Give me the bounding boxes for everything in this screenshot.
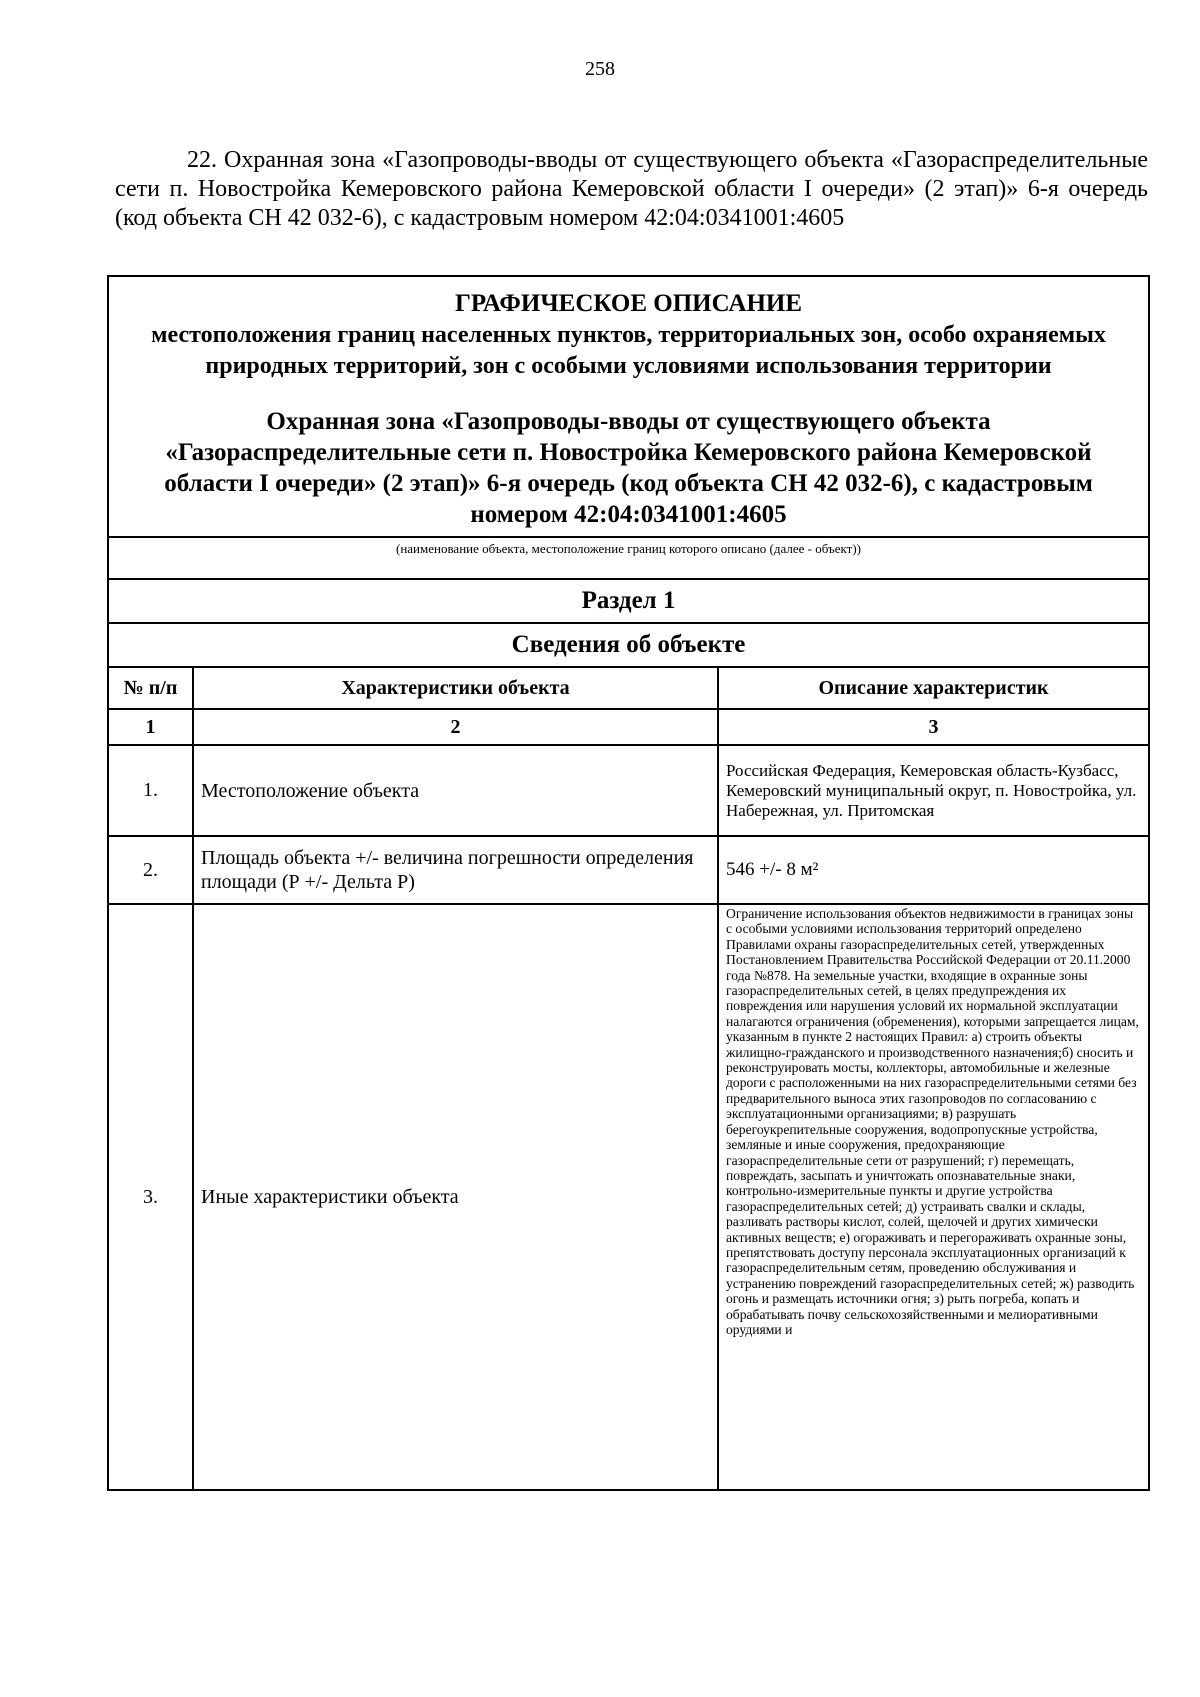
- caption-row: [108, 537, 1149, 579]
- column-header-num: № п/п: [108, 667, 193, 709]
- column-header-row: [108, 667, 1149, 709]
- section-title-row: [108, 579, 1149, 623]
- row-description: 546 +/- 8 м²: [718, 836, 1149, 904]
- header-row: [108, 276, 1149, 537]
- object-name: Охранная зона «Газопроводы-вводы от существующего объекта «Газораспределительные сети п. Новостройка Кемеровского района Кемеровской области I очереди» (2 этап)» 6-я очередь (код объекта СН 42 032-6), с кадастровым номером 42:04:0341001:4605: [164, 408, 1093, 528]
- section-subtitle: Сведения об объекте: [108, 623, 1149, 667]
- column-header-characteristic: Характеристики объекта: [193, 667, 718, 709]
- column-number-2: 2: [193, 709, 718, 745]
- table-row: [108, 904, 1149, 1490]
- document-title: ГРАФИЧЕСКОЕ ОПИСАНИЕ: [454, 290, 803, 317]
- section-title: Раздел 1: [108, 579, 1149, 623]
- row-number: 1.: [108, 745, 193, 836]
- row-characteristic: Иные характеристики объекта: [193, 904, 718, 1490]
- page-number: 258: [585, 58, 615, 80]
- row-description-cell: [718, 904, 1149, 1490]
- document-subtitle: местоположения границ населенных пунктов, территориальных зон, особо охраняемых природных территорий, зон с особыми условиями использования территории: [151, 322, 1106, 379]
- table-row: [108, 836, 1149, 904]
- row-number: 3.: [108, 904, 193, 1490]
- table-row: [108, 745, 1149, 836]
- row-number: 2.: [108, 836, 193, 904]
- graphic-description-table: [107, 275, 1150, 1491]
- column-header-description: Описание характеристик: [718, 667, 1149, 709]
- intro-paragraph: 22. Охранная зона «Газопроводы-вводы от существующего объекта «Газораспределительные сети п. Новостройка Кемеровского района Кемеровской области I очереди» (2 этап)» 6-я очередь (код объекта СН 42 032-6), с кадастровым номером 42:04:0341001:4605: [115, 147, 1148, 231]
- row-description: Ограничение использования объектов недвижимости в границах зоны с особыми условиями использования территорий определено Правилами охраны газораспределительных сетей, утвержденных Постановлением Правительства Российской Федерации от 20.11.2000 года №878. На земельные участки, входящие в охранные зоны газораспределительных сетей, в целях предупреждения их повреждения или нарушения условий их нормальной эксплуатации налагаются ограничения (обременения), которыми запрещается лицам, указанным в пункте 2 настоящих Правил: а) строить объекты жилищно-гражданского и производственного назначения;б) сносить и реконструировать мосты, коллекторы, автомобильные и железные дороги с расположенными на них газораспределительными сетями без предварительного выноса этих газопроводов по согласованию с эксплуатационными организациями; в) разрушать берегоукрепительные сооружения, водопропускные устройства, земляные и иные сооружения, предохраняющие газораспределительные сети от разрушений; г) перемещать, повреждать, засыпать и уничтожать опознавательные знаки, контрольно-измерительные пункты и другие устройства газораспределительных сетей; д) устраивать свалки и склады, разливать растворы кислот, солей, щелочей и других химически активных веществ; е) огораживать и перегораживать охранные зоны, препятствовать доступу персонала эксплуатационных организаций к газораспределительным сетям, проведению обслуживания и устранению повреждений газораспределительных сетей; ж) разводить огонь и размещать источники огня; з) рыть погреба, копать и обрабатывать почву сельскохозяйственными и мелиоративными орудиями и: [726, 906, 1139, 1337]
- row-characteristic: Местоположение объекта: [193, 745, 718, 836]
- column-number-1: 1: [108, 709, 193, 745]
- header-cell: [108, 276, 1149, 537]
- column-number-row: [108, 709, 1149, 745]
- column-number-3: 3: [718, 709, 1149, 745]
- row-characteristic: Площадь объекта +/- величина погрешности определения площади (Р +/- Дельта Р): [193, 836, 718, 904]
- object-caption: (наименование объекта, местоположение границ которого описано (далее - объект)): [108, 537, 1149, 579]
- row-description: Российская Федерация, Кемеровская область-Кузбасс, Кемеровский муниципальный округ, п. Новостройка, ул. Набережная, ул. Притомская: [718, 745, 1149, 836]
- section-subtitle-row: [108, 623, 1149, 667]
